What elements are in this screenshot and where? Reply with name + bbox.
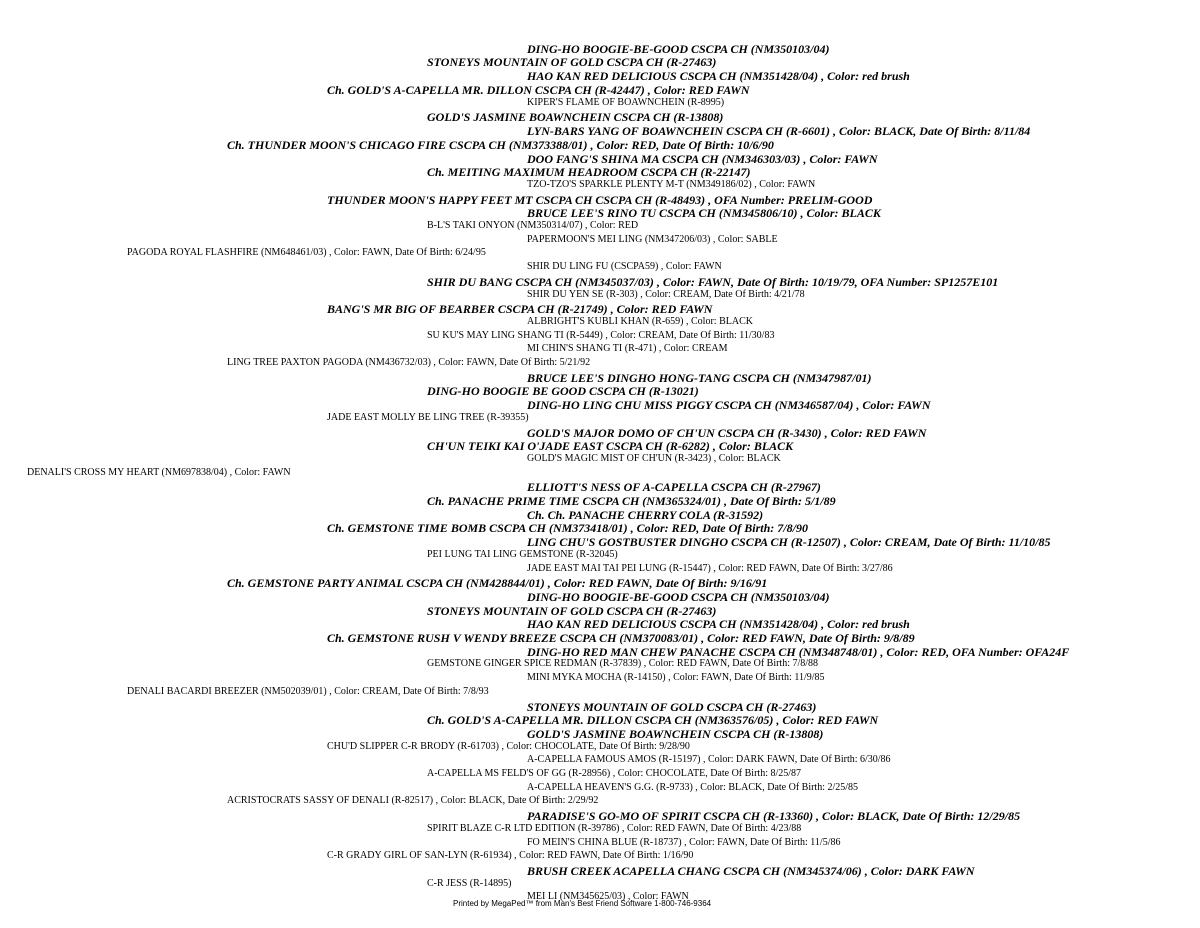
pedigree-entry: Ch. PANACHE PRIME TIME CSCPA CH (NM365324/01) , Date Of Birth: 5/1/89 — [427, 494, 836, 508]
pedigree-entry: STONEYS MOUNTAIN OF GOLD CSCPA CH (R-27463) — [427, 55, 717, 69]
pedigree-entry: A-CAPELLA FAMOUS AMOS (R-15197) , Color: DARK FAWN, Date Of Birth: 6/30/86 — [527, 754, 891, 765]
pedigree-entry: BRUCE LEE'S RINO TU CSCPA CH (NM345806/10) , Color: BLACK — [527, 206, 881, 220]
pedigree-entry: ALBRIGHT'S KUBLI KHAN (R-659) , Color: BLACK — [527, 316, 753, 327]
printed-by-footer: Printed by MegaPed™ from Man's Best Friend Software 1-800-746-9364 — [453, 899, 712, 908]
pedigree-entry: Ch. THUNDER MOON'S CHICAGO FIRE CSCPA CH (NM373388/01) , Color: RED, Date Of Birth: 10/6/90 — [227, 138, 774, 152]
pedigree-entry: DING-HO BOOGIE BE GOOD CSCPA CH (R-13021) — [427, 384, 699, 398]
pedigree-entry: PARADISE'S GO-MO OF SPIRIT CSCPA CH (R-13360) , Color: BLACK, Date Of Birth: 12/29/85 — [527, 809, 1021, 823]
pedigree-entry: PEI LUNG TAI LING GEMSTONE (R-32045) — [427, 549, 618, 560]
pedigree-entry: A-CAPELLA MS FELD'S OF GG (R-28956) , Color: CHOCOLATE, Date Of Birth: 8/25/87 — [427, 768, 802, 779]
pedigree-entry: PAPERMOON'S MEI LING (NM347206/03) , Color: SABLE — [527, 234, 778, 245]
pedigree-entry: THUNDER MOON'S HAPPY FEET MT CSCPA CH CSCPA CH (R-48493) , OFA Number: PRELIM-GOOD — [327, 193, 873, 207]
pedigree-entry: ACRISTOCRATS SASSY OF DENALI (R-82517) , Color: BLACK, Date Of Birth: 2/29/92 — [227, 795, 599, 806]
pedigree-entry: GEMSTONE GINGER SPICE REDMAN (R-37839) , Color: RED FAWN, Date Of Birth: 7/8/88 — [427, 658, 819, 669]
pedigree-entry: PAGODA ROYAL FLASHFIRE (NM648461/03) , Color: FAWN, Date Of Birth: 6/24/95 — [127, 247, 486, 258]
pedigree-entry: MINI MYKA MOCHA (R-14150) , Color: FAWN, Date Of Birth: 11/9/85 — [527, 672, 825, 683]
pedigree-entry: SU KU'S MAY LING SHANG TI (R-5449) , Color: CREAM, Date Of Birth: 11/30/83 — [427, 330, 775, 341]
pedigree-entry: Ch. Ch. PANACHE CHERRY COLA (R-31592) — [527, 508, 764, 522]
pedigree-entry: MI CHIN'S SHANG TI (R-471) , Color: CREAM — [527, 343, 728, 354]
pedigree-entry: LING CHU'S GOSTBUSTER DINGHO CSCPA CH (R-12507) , Color: CREAM, Date Of Birth: 11/10/85 — [527, 535, 1051, 549]
pedigree-entry: GOLD'S MAGIC MIST OF CH'UN (R-3423) , Color: BLACK — [527, 453, 781, 464]
pedigree-entry: FO MEIN'S CHINA BLUE (R-18737) , Color: FAWN, Date Of Birth: 11/5/86 — [527, 837, 841, 848]
pedigree-entry: ELLIOTT'S NESS OF A-CAPELLA CSCPA CH (R-27967) — [527, 480, 821, 494]
pedigree-entry: C-R JESS (R-14895) — [427, 878, 512, 889]
pedigree-entry: DOO FANG'S SHINA MA CSCPA CH (NM346303/03) , Color: FAWN — [527, 152, 878, 166]
pedigree-entry: DENALI BACARDI BREEZER (NM502039/01) , Color: CREAM, Date Of Birth: 7/8/93 — [127, 686, 489, 697]
pedigree-entry: HAO KAN RED DELICIOUS CSCPA CH (NM351428/04) , Color: red brush — [527, 617, 910, 631]
pedigree-entry: SPIRIT BLAZE C-R LTD EDITION (R-39786) , Color: RED FAWN, Date Of Birth: 4/23/88 — [427, 823, 802, 834]
pedigree-entry: LING TREE PAXTON PAGODA (NM436732/03) , Color: FAWN, Date Of Birth: 5/21/92 — [227, 357, 591, 368]
pedigree-entry: CH'UN TEIKI KAI O'JADE EAST CSCPA CH (R-6282) , Color: BLACK — [427, 439, 794, 453]
pedigree-entry: B-L'S TAKI ONYON (NM350314/07) , Color: RED — [427, 220, 639, 231]
pedigree-entry: LYN-BARS YANG OF BOAWNCHEIN CSCPA CH (R-6601) , Color: BLACK, Date Of Birth: 8/11/84 — [527, 124, 1031, 138]
pedigree-entry: STONEYS MOUNTAIN OF GOLD CSCPA CH (R-27463) — [427, 604, 717, 618]
pedigree-entry: BRUCE LEE'S DINGHO HONG-TANG CSCPA CH (NM347987/01) — [527, 371, 872, 385]
pedigree-entry: SHIR DU LING FU (CSCPA59) , Color: FAWN — [527, 261, 722, 272]
pedigree-entry: DING-HO BOOGIE-BE-GOOD CSCPA CH (NM350103/04) — [527, 590, 830, 604]
pedigree-entry: DING-HO BOOGIE-BE-GOOD CSCPA CH (NM350103/04) — [527, 42, 830, 56]
pedigree-entry: STONEYS MOUNTAIN OF GOLD CSCPA CH (R-27463) — [527, 700, 817, 714]
pedigree-entry: SHIR DU YEN SE (R-303) , Color: CREAM, Date Of Birth: 4/21/78 — [527, 289, 805, 300]
pedigree-entry: Ch. GOLD'S A-CAPELLA MR. DILLON CSCPA CH (NM363576/05) , Color: RED FAWN — [427, 713, 879, 727]
pedigree-entry: DING-HO RED MAN CHEW PANACHE CSCPA CH (NM348748/01) , Color: RED, OFA Number: OFA24F — [527, 645, 1070, 659]
pedigree-entry: Ch. GEMSTONE TIME BOMB CSCPA CH (NM373418/01) , Color: RED, Date Of Birth: 7/8/90 — [327, 521, 808, 535]
pedigree-entry: Ch. GEMSTONE PARTY ANIMAL CSCPA CH (NM428844/01) , Color: RED FAWN, Date Of Birth: 9/16/91 — [227, 576, 768, 590]
pedigree-entry: KIPER'S FLAME OF BOAWNCHEIN (R-8995) — [527, 97, 725, 108]
pedigree-entry: GOLD'S MAJOR DOMO OF CH'UN CSCPA CH (R-3430) , Color: RED FAWN — [527, 426, 927, 440]
pedigree-entry: MEI LI (NM345625/03) , Color: FAWN — [527, 891, 689, 902]
pedigree-entry: JADE EAST MAI TAI PEI LUNG (R-15447) , Color: RED FAWN, Date Of Birth: 3/27/86 — [527, 563, 893, 574]
pedigree-entry: HAO KAN RED DELICIOUS CSCPA CH (NM351428/04) , Color: red brush — [527, 69, 910, 83]
pedigree-entry: C-R GRADY GIRL OF SAN-LYN (R-61934) , Color: RED FAWN, Date Of Birth: 1/16/90 — [327, 850, 694, 861]
pedigree-entry: Ch. GEMSTONE RUSH V WENDY BREEZE CSCPA CH (NM370083/01) , Color: RED FAWN, Date Of Birth: 9/8/89 — [327, 631, 915, 645]
pedigree-entry: GOLD'S JASMINE BOAWNCHEIN CSCPA CH (R-13808) — [527, 727, 824, 741]
pedigree-entry: DING-HO LING CHU MISS PIGGY CSCPA CH (NM346587/04) , Color: FAWN — [527, 398, 931, 412]
pedigree-entry: BRUSH CREEK ACAPELLA CHANG CSCPA CH (NM345374/06) , Color: DARK FAWN — [527, 864, 975, 878]
pedigree-entry: CHU'D SLIPPER C-R BRODY (R-61703) , Color: CHOCOLATE, Date Of Birth: 9/28/90 — [327, 741, 690, 752]
pedigree-entry: Ch. MEITING MAXIMUM HEADROOM CSCPA CH (R-22147) — [427, 165, 751, 179]
pedigree-entry: GOLD'S JASMINE BOAWNCHEIN CSCPA CH (R-13808) — [427, 110, 724, 124]
pedigree-entry: Ch. GOLD'S A-CAPELLA MR. DILLON CSCPA CH (R-42447) , Color: RED FAWN — [327, 83, 750, 97]
pedigree-entry: A-CAPELLA HEAVEN'S G.G. (R-9733) , Color: BLACK, Date Of Birth: 2/25/85 — [527, 782, 859, 793]
pedigree-entry: TZO-TZO'S SPARKLE PLENTY M-T (NM349186/02) , Color: FAWN — [527, 179, 816, 190]
pedigree-entry: BANG'S MR BIG OF BEARBER CSCPA CH (R-21749) , Color: RED FAWN — [327, 302, 713, 316]
pedigree-entry: DENALI'S CROSS MY HEART (NM697838/04) , Color: FAWN — [27, 467, 291, 478]
pedigree-entry: JADE EAST MOLLY BE LING TREE (R-39355) — [327, 412, 529, 423]
pedigree-entry: SHIR DU BANG CSCPA CH (NM345037/03) , Color: FAWN, Date Of Birth: 10/19/79, OFA Number: SP1257E101 — [427, 275, 999, 289]
